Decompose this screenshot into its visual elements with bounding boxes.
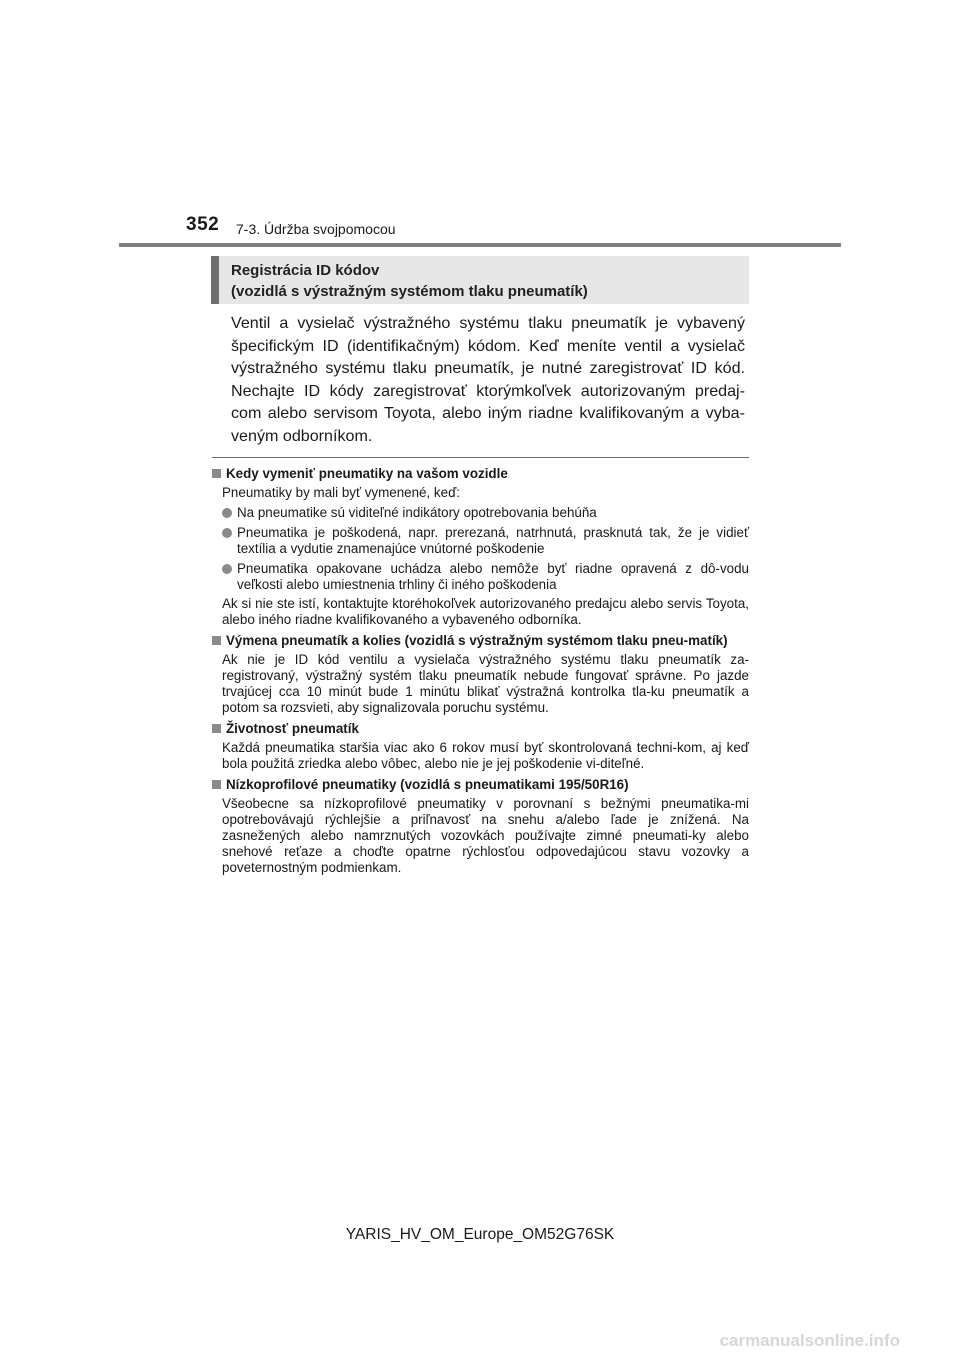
note-title: Výmena pneumatík a kolies (vozidlá s výstražným systémom tlaku pneu-matík) xyxy=(226,633,728,648)
list-item xyxy=(211,505,749,521)
note-tire-life xyxy=(211,721,749,772)
list-item-text: Na pneumatike sú viditeľné indikátory opotrebovania behúňa xyxy=(237,505,597,520)
list-item xyxy=(211,561,749,593)
section-heading xyxy=(211,256,749,304)
note-body: Ak nie je ID kód ventilu a vysielača výstražného systému tlaku pneumatík za-registrovaný, výstražný systém tlaku pneumatík nebude fungovať správne. Po jazde trvajúcej cca 10 minút bude 1 minútu blikať výstražná kontrolka tla-ku pneumatík a potom sa rozsvieti, aby signalizovala poruchu systému. xyxy=(222,652,749,715)
note-tire-replacement xyxy=(211,466,749,628)
square-bullet-icon xyxy=(212,636,221,645)
note-title: Životnosť pneumatík xyxy=(226,721,359,736)
list-item-text: Pneumatika opakovane uchádza alebo nemôže byť riadne opravená z dô-vodu veľkosti alebo umiestnenia trhliny či iného poškodenia xyxy=(237,561,749,592)
circle-bullet-icon xyxy=(222,564,232,574)
watermark: carmanualsonline.info xyxy=(719,1331,900,1350)
note-closing: Ak si nie ste istí, kontaktujte ktoréhokoľvek autorizovaného predajcu alebo servis Toyota, alebo iného riadne kvalifikovaného a vybaveného odborníka. xyxy=(222,596,749,627)
note-title: Nízkoprofilové pneumatiky (vozidlá s pneumatikami 195/50R16) xyxy=(226,777,629,792)
intro-paragraph: Ventil a vysielač výstražného systému tlaku pneumatík je vybavený špecifickým ID (identifikačným) kódom. Keď meníte ventil a vysielač výstražného systému tlaku pneumatík, je nutné zaregistrovať ID kód. Nechajte ID kódy zaregistrovať ktorýmkoľvek autorizovaným predaj-com alebo servisom Toyota, alebo iným riadne kvalifikovaným a vyba-veným odborníkom. xyxy=(231,314,745,445)
note-title: Kedy vymeniť pneumatiky na vašom vozidle xyxy=(226,466,508,481)
square-bullet-icon xyxy=(212,724,221,733)
section-title: 7-3. Údržba svojpomocou xyxy=(236,221,396,237)
note-body: Všeobecne sa nízkoprofilové pneumatiky v porovnaní s bežnými pneumatika-mi opotrebovávajú rýchlejšie a priľnavosť na snehu a/alebo ľade je znížená. Na zasnežených alebo namrznutých vozovkách používajte zimné pneumati-ky alebo snehové reťaze a choďte opatrne rýchlosťou odpovedajúcou stavu vozovky a poveternostným podmienkam. xyxy=(222,796,749,875)
square-bullet-icon xyxy=(212,780,221,789)
note-tire-wheel-change xyxy=(211,633,749,716)
list-item xyxy=(211,525,749,557)
note-lead: Pneumatiky by mali byť vymenené, keď: xyxy=(222,485,461,500)
divider xyxy=(212,457,749,458)
heading-line-1: Registrácia ID kódov xyxy=(231,262,380,279)
circle-bullet-icon xyxy=(222,528,232,538)
square-bullet-icon xyxy=(212,469,221,478)
note-body: Každá pneumatika staršia viac ako 6 rokov musí byť skontrolovaná techni-kom, aj keď bola použitá zriedka alebo vôbec, alebo nie je jej poškodenie vi-diteľné. xyxy=(222,740,749,771)
document-code: YARIS_HV_OM_Europe_OM52G76SK xyxy=(345,1226,615,1243)
list-item-text: Pneumatika je poškodená, napr. prerezaná, natrhnutá, prasknutá tak, že je vidieť textília a vydutie znamenajúce vnútorné poškodenie xyxy=(237,525,749,556)
note-low-profile-tires xyxy=(211,777,749,876)
header-rule xyxy=(119,243,841,247)
notes-section xyxy=(211,466,749,881)
heading-line-2: (vozidlá s výstražným systémom tlaku pneumatík) xyxy=(231,283,588,300)
page-number: 352 xyxy=(186,214,220,235)
circle-bullet-icon xyxy=(222,508,232,518)
